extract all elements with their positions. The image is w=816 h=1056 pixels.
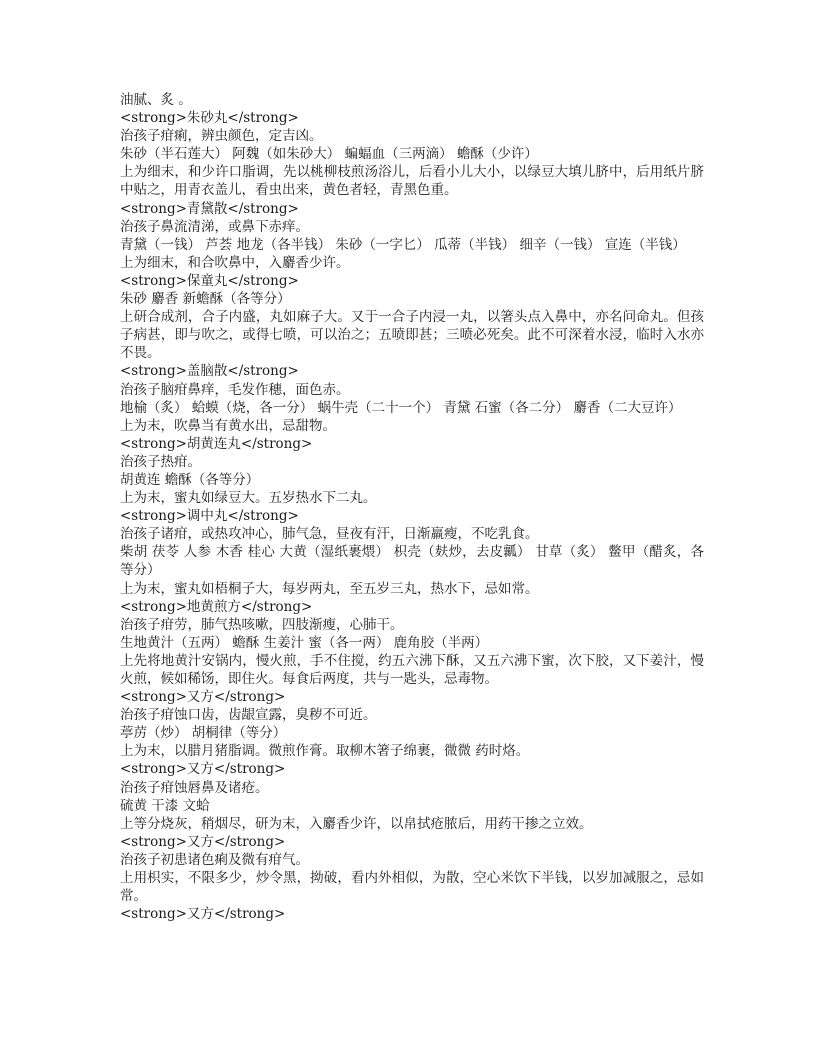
recipe-title: <strong>盖脑散</strong> — [120, 363, 299, 380]
text-line: 治孩子疳痢，辨虫颜色，定吉凶。 — [120, 128, 323, 145]
text-line: 治孩子疳蚀口齿，齿龈宣露，臭秽不可近。 — [120, 707, 377, 724]
text-line: 治孩子诸疳，或热攻冲心，肺气急，昼夜有汗，日渐羸瘦，不吃乳食。 — [120, 526, 539, 543]
text-line: 上等分烧灰，稍烟尽，研为末，入麝香少许，以帛拭疮脓后，用药干掺之立效。 — [120, 815, 593, 832]
ingredient-line: 柴胡 茯苓 人参 木香 桂心 大黄（湿纸裹煨） 枳壳（麸炒，去皮瓤） 甘草（炙） 鳖甲（醋炙，各等分） — [120, 544, 704, 579]
text-line: 上为末，吹鼻当有黄水出，忌甜物。 — [120, 417, 336, 434]
text-line: 治孩子疳劳，肺气热咳嗽，四肢渐瘦，心肺干。 — [120, 616, 404, 633]
text-line: 上为细末，和合吹鼻中，入麝香少许。 — [120, 254, 350, 271]
ingredient-line: 朱砂（半石莲大） 阿魏（如朱砂大） 蝙蝠血（三两滴） 蟾酥（少许） — [120, 146, 538, 163]
ingredient-line: 葶苈（炒） 胡桐律（等分） — [120, 725, 287, 742]
text-line: 上为末，蜜丸如梧桐子大，每岁两丸，至五岁三丸，热水下，忌如常。 — [120, 580, 539, 597]
recipe-title: <strong>朱砂丸</strong> — [120, 110, 299, 127]
text-line: 上为末，蜜丸如绿豆大。五岁热水下二丸。 — [120, 490, 377, 507]
text-line: 上为末，以腊月猪脂调。微煎作膏。取柳木箸子绵裹，微微 药时烙。 — [120, 743, 530, 760]
ingredient-line: 朱砂 麝香 新蟾酥（各等分） — [120, 291, 291, 308]
ingredient-line: 青黛（一钱） 芦荟 地龙（各半钱） 朱砂（一字匕） 瓜蒂（半钱） 细辛（一钱） 宣连（半钱） — [120, 236, 686, 253]
recipe-title: <strong>地黄煎方</strong> — [120, 598, 313, 615]
recipe-title: <strong>又方</strong> — [120, 906, 286, 923]
recipe-title: <strong>调中丸</strong> — [120, 508, 299, 525]
recipe-title: <strong>保童丸</strong> — [120, 272, 299, 289]
recipe-title: <strong>又方</strong> — [120, 689, 286, 706]
text-line: 治孩子热疳。 — [120, 453, 201, 470]
text-line: 上用枳实，不限多少，炒令黑，拗破，看内外相似，为散，空心米饮下半钱，以岁加减服之，忌如常。 — [120, 870, 704, 905]
ingredient-line: 生地黄汁（五两） 蟾酥 生姜汁 蜜（各一两） 鹿角胶（半两） — [120, 634, 489, 651]
recipe-title: <strong>又方</strong> — [120, 761, 286, 778]
recipe-title: <strong>青黛散</strong> — [120, 200, 299, 217]
text-line: 上先将地黄汁安锅内，慢火煎，手不住搅，约五六沸下酥，又五六沸下蜜，次下胶，又下姜汁，慢火煎，候如稀饧，即住火。每食后两度，共与一匙头，忌毒物。 — [120, 652, 704, 687]
ingredient-line: 硫黄 干漆 文蛤 — [120, 797, 210, 814]
ingredient-line: 胡黄连 蟾酥（各等分） — [120, 471, 260, 488]
recipe-title: <strong>胡黄连丸</strong> — [120, 435, 313, 452]
recipe-title: <strong>又方</strong> — [120, 833, 286, 850]
text-line: 治孩子鼻流清涕，或鼻下赤痒。 — [120, 218, 309, 235]
ingredient-line: 地榆（炙） 蛤蟆（烧，各一分） 蜗牛壳（二十一个） 青黛 石蜜（各二分） 麝香（二大豆许） — [120, 399, 682, 416]
document-text — [120, 91, 704, 923]
text-line: 上研合成剂，合子内盛，丸如麻子大。又于一合子内浸一丸，以箸头点入鼻中，亦名问命丸。但孩子病甚，即与吹之，或得七喷，可以治之；五喷即甚；三喷必死矣。此不可深着水浸，临时入水亦不畏。 — [120, 309, 704, 362]
text-line: 上为细末，和少许口脂调，先以桃柳枝煎汤浴儿，后看小儿大小，以绿豆大填儿脐中，后用纸片脐中贴之，用青衣盖儿，看虫出来，黄色者轻，青黑色重。 — [120, 164, 704, 199]
text-line: 油腻、炙 。 — [120, 92, 192, 108]
text-line: 治孩子疳蚀唇鼻及诸疮。 — [120, 779, 269, 796]
text-line: 治孩子脑疳鼻痒，毛发作穗，面色赤。 — [120, 381, 350, 398]
text-line: 治孩子初患诸色痢及微有疳气。 — [120, 851, 309, 868]
